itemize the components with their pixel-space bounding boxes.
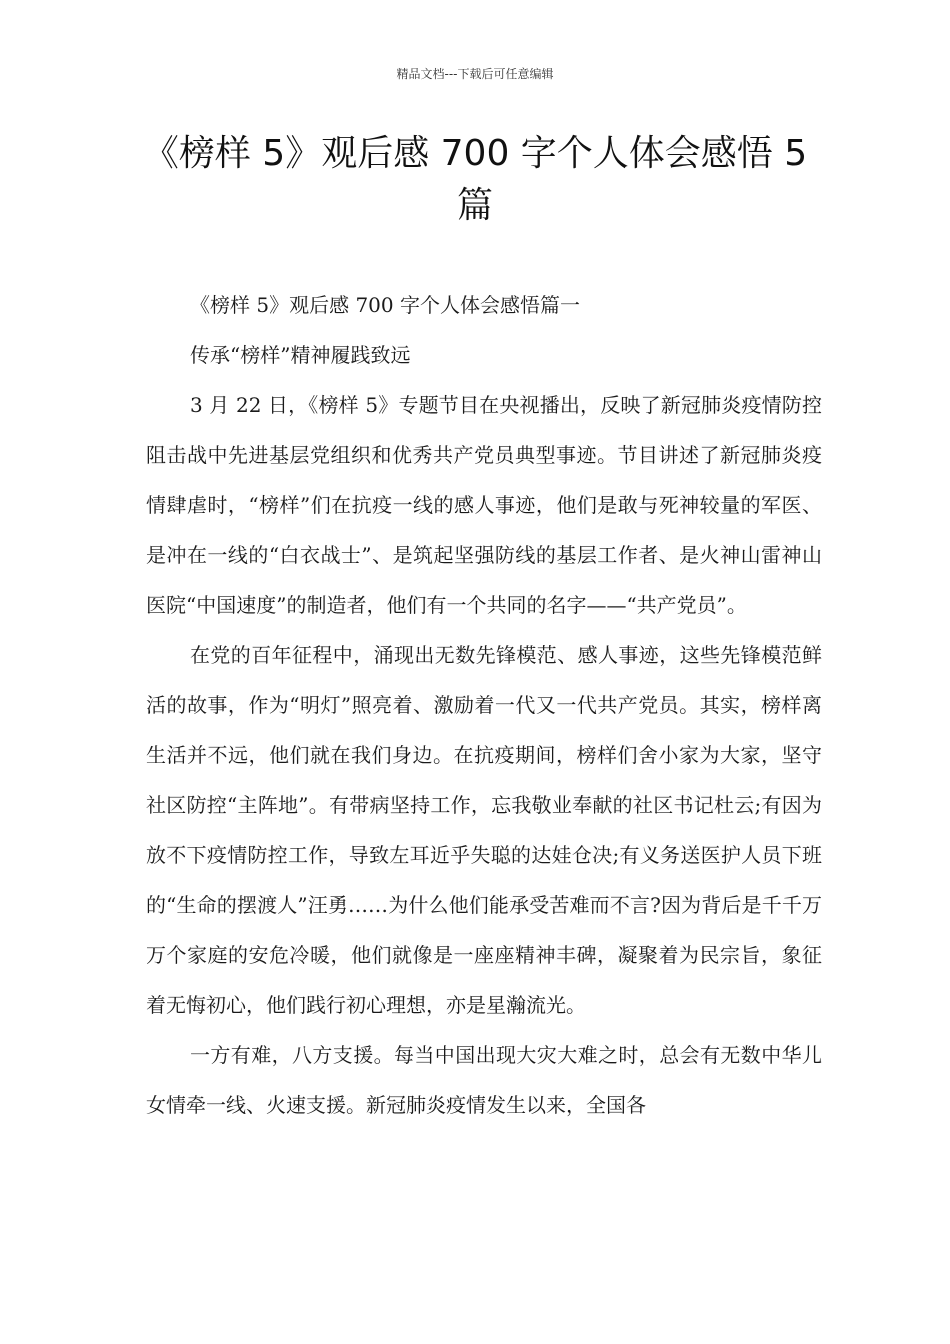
document-title: 《榜样 5》观后感 700 字个人体会感悟 5 篇 [142,133,808,226]
subtitle-paragraph: 传承“榜样”精神履践致远 [190,343,411,367]
body-paragraph: 在党的百年征程中，涌现出无数先锋模范、感人事迹，这些先锋模范鲜活的故事，作为“明灯”照亮着、激励着一代又一代共产党员。其实，榜样离生活并不远，他们就在我们身边。在抗疫期间，榜样们舍小家为大家，坚守社区防控“主阵地”。有带病坚持工作，忘我敬业奉献的社区书记杜云;有因为放不下疫情防控工作，导致左耳近乎失聪的达娃仓决;有义务送医护人员下班的“生命的摆渡人”汪勇……为什么他们能承受苦难而不言?因为背后是千千万万个家庭的安危冷暖，他们就像是一座座精神丰碑，凝聚着为民宗旨，象征着无悔初心，他们践行初心理想，亦是星瀚流光。 [146,643,822,1017]
document-body [146,280,822,1130]
section-heading: 《榜样 5》观后感 700 字个人体会感悟篇一 [190,293,580,317]
body-paragraph: 一方有难，八方支援。每当中国出现大灾大难之时，总会有无数中华儿女情牵一线、火速支援。新冠肺炎疫情发生以来，全国各 [146,1043,822,1117]
body-paragraph: 3 月 22 日，《榜样 5》专题节目在央视播出，反映了新冠肺炎疫情防控阻击战中先进基层党组织和优秀共产党员典型事迹。节目讲述了新冠肺炎疫情肆虐时，“榜样”们在抗疫一线的感人事迹，他们是敢与死神较量的军医、是冲在一线的“白衣战士”、是筑起坚强防线的基层工作者、是火神山雷神山医院“中国速度”的制造者，他们有一个共同的名字——“共产党员”。 [146,393,822,617]
page-header: 精品文档---下载后可任意编辑 [396,67,554,81]
